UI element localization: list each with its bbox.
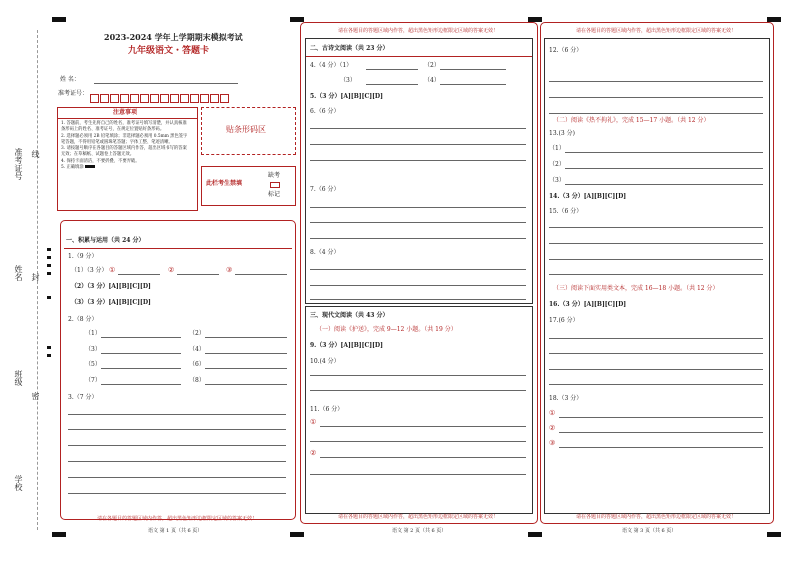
- answer-line[interactable]: [549, 369, 763, 370]
- q17-label: 17.(6 分）: [549, 317, 579, 324]
- q4-item: （3）: [340, 77, 356, 84]
- side-label-line: 线: [31, 150, 40, 158]
- q1-2-choice[interactable]: （2）（3 分）[A][B][C][D]: [71, 283, 151, 290]
- q16-choice[interactable]: 16.（3 分）[A][B][C][D]: [549, 301, 627, 308]
- q13-item: （2）: [549, 161, 565, 168]
- page-footer: 语文 第 1 页（共 6 页）: [148, 528, 203, 534]
- answer-line[interactable]: [177, 274, 219, 275]
- timing-mark: [47, 354, 51, 357]
- subject-title: 九年级语文・答题卡: [128, 46, 210, 56]
- side-label-id: 准考证号: [14, 148, 23, 180]
- exam-title: 2023-2024 学年上学期期末模拟考试: [104, 32, 243, 42]
- q1-1-label: （1）（3 分）: [71, 267, 108, 274]
- subsection-3-title: （三）阅读下面实用类文本，完成 16—18 小题。（共 12 分）: [553, 285, 719, 292]
- name-field[interactable]: [94, 83, 238, 84]
- answer-line[interactable]: [310, 390, 526, 391]
- answer-line[interactable]: [310, 238, 526, 239]
- corner-mark: [52, 17, 66, 22]
- q3-label: 3.（7 分）: [68, 394, 98, 401]
- blank-marker: ①: [109, 266, 116, 274]
- section-1-title: 一、积累与运用（共 24 分）: [66, 237, 145, 244]
- answer-line[interactable]: [320, 457, 526, 458]
- section-1-box: [60, 220, 296, 520]
- answer-line[interactable]: [310, 269, 526, 270]
- blank-marker: ③: [226, 266, 233, 274]
- page-footer: 语文 第 3 页（共 6 页）: [622, 528, 677, 534]
- answer-line[interactable]: [366, 84, 418, 85]
- corner-mark: [52, 532, 66, 537]
- answer-line[interactable]: [310, 441, 526, 442]
- q5-choice[interactable]: 5.（3 分）[A][B][C][D]: [310, 93, 383, 100]
- timing-mark: [47, 264, 51, 267]
- answer-line[interactable]: [205, 337, 287, 338]
- answer-line[interactable]: [68, 461, 286, 462]
- corner-mark: [767, 532, 781, 537]
- answer-line[interactable]: [101, 337, 181, 338]
- answer-line[interactable]: [549, 259, 763, 260]
- notice-box: [57, 107, 198, 211]
- answer-line[interactable]: [68, 429, 286, 430]
- q15-label: 15.（6 分）: [549, 208, 583, 215]
- q4-item: （4）: [424, 77, 440, 84]
- timing-mark: [47, 272, 51, 275]
- section-3-title: 三、现代文阅读（共 43 分）: [310, 312, 389, 319]
- answer-line[interactable]: [205, 384, 287, 385]
- section-2-frame: [305, 38, 533, 304]
- answer-line[interactable]: [310, 144, 526, 145]
- answer-line[interactable]: [68, 414, 286, 415]
- side-label-class: 班级: [14, 370, 23, 386]
- q6-label: 6.（6 分）: [310, 108, 340, 115]
- q1-label: 1.（9 分）: [68, 253, 98, 260]
- answer-line[interactable]: [549, 113, 763, 114]
- side-label-school: 学校: [14, 475, 23, 491]
- answer-line[interactable]: [68, 477, 286, 478]
- answer-line[interactable]: [101, 384, 181, 385]
- q2-item: （7）: [85, 377, 101, 384]
- notice-item: 4. 保持卡面清洁，不要折叠、不要弄破。: [61, 158, 140, 164]
- barcode-area: [201, 107, 296, 155]
- corner-mark: [528, 532, 542, 537]
- q2-item: （4）: [189, 346, 205, 353]
- answer-line[interactable]: [549, 353, 763, 354]
- side-label-name: 姓名: [14, 265, 23, 281]
- answer-line[interactable]: [549, 81, 763, 82]
- section-3-frame: [305, 306, 533, 514]
- blank-marker: ②: [310, 449, 317, 457]
- blank-marker: ②: [168, 266, 175, 274]
- q14-choice[interactable]: 14.（3 分）[A][B][C][D]: [549, 193, 627, 200]
- answer-line[interactable]: [310, 299, 526, 300]
- blank-marker: ①: [549, 409, 556, 417]
- q7-label: 7.（6 分）: [310, 186, 340, 193]
- answer-line[interactable]: [559, 447, 763, 448]
- name-label: 姓 名：: [60, 76, 80, 83]
- absent-mark-1: 缺考: [268, 172, 281, 179]
- answer-line[interactable]: [559, 417, 763, 418]
- q2-item: （6）: [189, 361, 205, 368]
- answer-line[interactable]: [549, 274, 763, 275]
- boundary-hint: 请在各题目的答题区域内作答，超出黑色矩形边框限定区域的答案无效！: [337, 28, 498, 34]
- blank-marker: ②: [549, 424, 556, 432]
- q2-label: 2.（8 分）: [68, 316, 98, 323]
- answer-line[interactable]: [310, 207, 526, 208]
- answer-line[interactable]: [101, 353, 181, 354]
- answer-line[interactable]: [310, 160, 526, 161]
- boundary-hint: 请在各题目的答题区域内作答，超出黑色矩形边框限定区域的答案无效！: [337, 514, 498, 520]
- answer-line[interactable]: [310, 474, 526, 475]
- q2-item: （2）: [189, 330, 205, 337]
- q9-choice[interactable]: 9.（3 分）[A][B][C][D]: [310, 342, 383, 349]
- answer-line[interactable]: [68, 493, 286, 494]
- boundary-hint: 请在各题目的答题区域内作答，超出黑色矩形边框限定区域的答案无效！: [575, 514, 736, 520]
- q4-item: （2）: [424, 62, 440, 69]
- corner-mark: [290, 17, 304, 22]
- q18-label: 18.（3 分）: [549, 395, 583, 402]
- q13-item: （1）: [549, 145, 565, 152]
- answer-line[interactable]: [440, 84, 506, 85]
- answer-line[interactable]: [440, 69, 506, 70]
- q2-item: （3）: [85, 346, 101, 353]
- notice-list: [61, 121, 189, 171]
- answer-line[interactable]: [320, 426, 526, 427]
- answer-line[interactable]: [205, 368, 287, 369]
- filled-sample: [85, 165, 95, 168]
- absent-mark-2: 标记: [268, 191, 281, 198]
- answer-line[interactable]: [310, 222, 526, 223]
- q4-label: 4.（4 分）（1）: [310, 62, 353, 69]
- side-label-secret: 密: [31, 392, 40, 400]
- id-grid[interactable]: [90, 88, 230, 107]
- timing-mark: [47, 346, 51, 349]
- section-2-title: 二、古诗文阅读（共 23 分）: [310, 45, 389, 52]
- subsection-2-title: （二）阅读《热不拘礼》，完成 15—17 小题。（共 12 分）: [553, 117, 710, 124]
- q10-label: 10.(4 分）: [310, 358, 340, 365]
- absent-box: [201, 166, 296, 206]
- answer-line[interactable]: [68, 445, 286, 446]
- notice-item: 1. 答题前，考生先将自己的姓名，准考证号填写清楚，并认真核准条形码上的姓名、准考证号，在规定位置贴好条形码。: [61, 121, 187, 133]
- answer-line[interactable]: [565, 152, 763, 153]
- notice-item: 5. 正确填涂: [61, 165, 189, 171]
- absent-label: 此栏考生禁填: [206, 180, 243, 187]
- answer-line[interactable]: [310, 285, 526, 286]
- q13-label: 13.(3 分): [549, 130, 575, 137]
- timing-mark: [47, 248, 51, 251]
- notice-title: 注意事项: [113, 109, 138, 116]
- q1-3-choice[interactable]: （3）（3 分）[A][B][C][D]: [71, 299, 151, 306]
- answer-line[interactable]: [101, 368, 181, 369]
- blank-marker: ①: [310, 418, 317, 426]
- column-3-frame: [544, 38, 770, 514]
- notice-item: 2. 选择题必须用 2B 铅笔填涂；非选择题必须用 0.5mm 黑色签字笔答题，不得用铅笔或圆珠笔答题；字体工整、笔迹清晰。: [61, 133, 188, 145]
- answer-line[interactable]: [565, 184, 763, 185]
- q2-item: （8）: [189, 377, 205, 384]
- boundary-hint: 请在各题目的答题区域内作答，超出黑色矩形边框限定区域的答案无效！: [575, 28, 736, 34]
- answer-line[interactable]: [118, 274, 160, 275]
- answer-line[interactable]: [366, 69, 418, 70]
- answer-line[interactable]: [565, 168, 763, 169]
- timing-mark: [47, 256, 51, 259]
- timing-mark: [47, 296, 51, 299]
- q11-label: 11.（6 分）: [310, 406, 344, 413]
- answer-line[interactable]: [559, 432, 763, 433]
- absent-checkbox[interactable]: [270, 182, 280, 188]
- page-footer: 语文 第 2 页（共 6 页）: [392, 528, 447, 534]
- answer-line[interactable]: [549, 97, 763, 98]
- notice-item: 3. 请按题号顺序在各题目的答题区域内作答，超出区域书写的答案无效；在草稿纸、试题卷上答题无效。: [61, 146, 187, 158]
- q8-label: 8.（4 分）: [310, 249, 340, 256]
- subsection-1-title: （一）阅读《护送》，完成 9—12 小题。（共 19 分）: [316, 326, 457, 333]
- boundary-hint: 请在各题目的答题区域内作答，超出黑色矩形边框限定区域的答案无效！: [96, 516, 257, 522]
- barcode-label: 贴条形码区: [226, 125, 266, 134]
- q2-item: （1）: [85, 330, 101, 337]
- answer-line[interactable]: [549, 338, 763, 339]
- answer-line[interactable]: [235, 274, 287, 275]
- side-label-seal: 封: [31, 273, 40, 281]
- answer-line[interactable]: [310, 128, 526, 129]
- q13-item: （3）: [549, 177, 565, 184]
- blank-marker: ③: [549, 439, 556, 447]
- answer-line[interactable]: [310, 375, 526, 376]
- q12-label: 12.（6 分）: [549, 47, 583, 54]
- answer-line[interactable]: [205, 353, 287, 354]
- answer-line[interactable]: [549, 227, 763, 228]
- q2-item: （5）: [85, 361, 101, 368]
- id-label: 准考证号：: [58, 90, 89, 97]
- corner-mark: [290, 532, 304, 537]
- answer-line[interactable]: [549, 243, 763, 244]
- answer-line[interactable]: [549, 384, 763, 385]
